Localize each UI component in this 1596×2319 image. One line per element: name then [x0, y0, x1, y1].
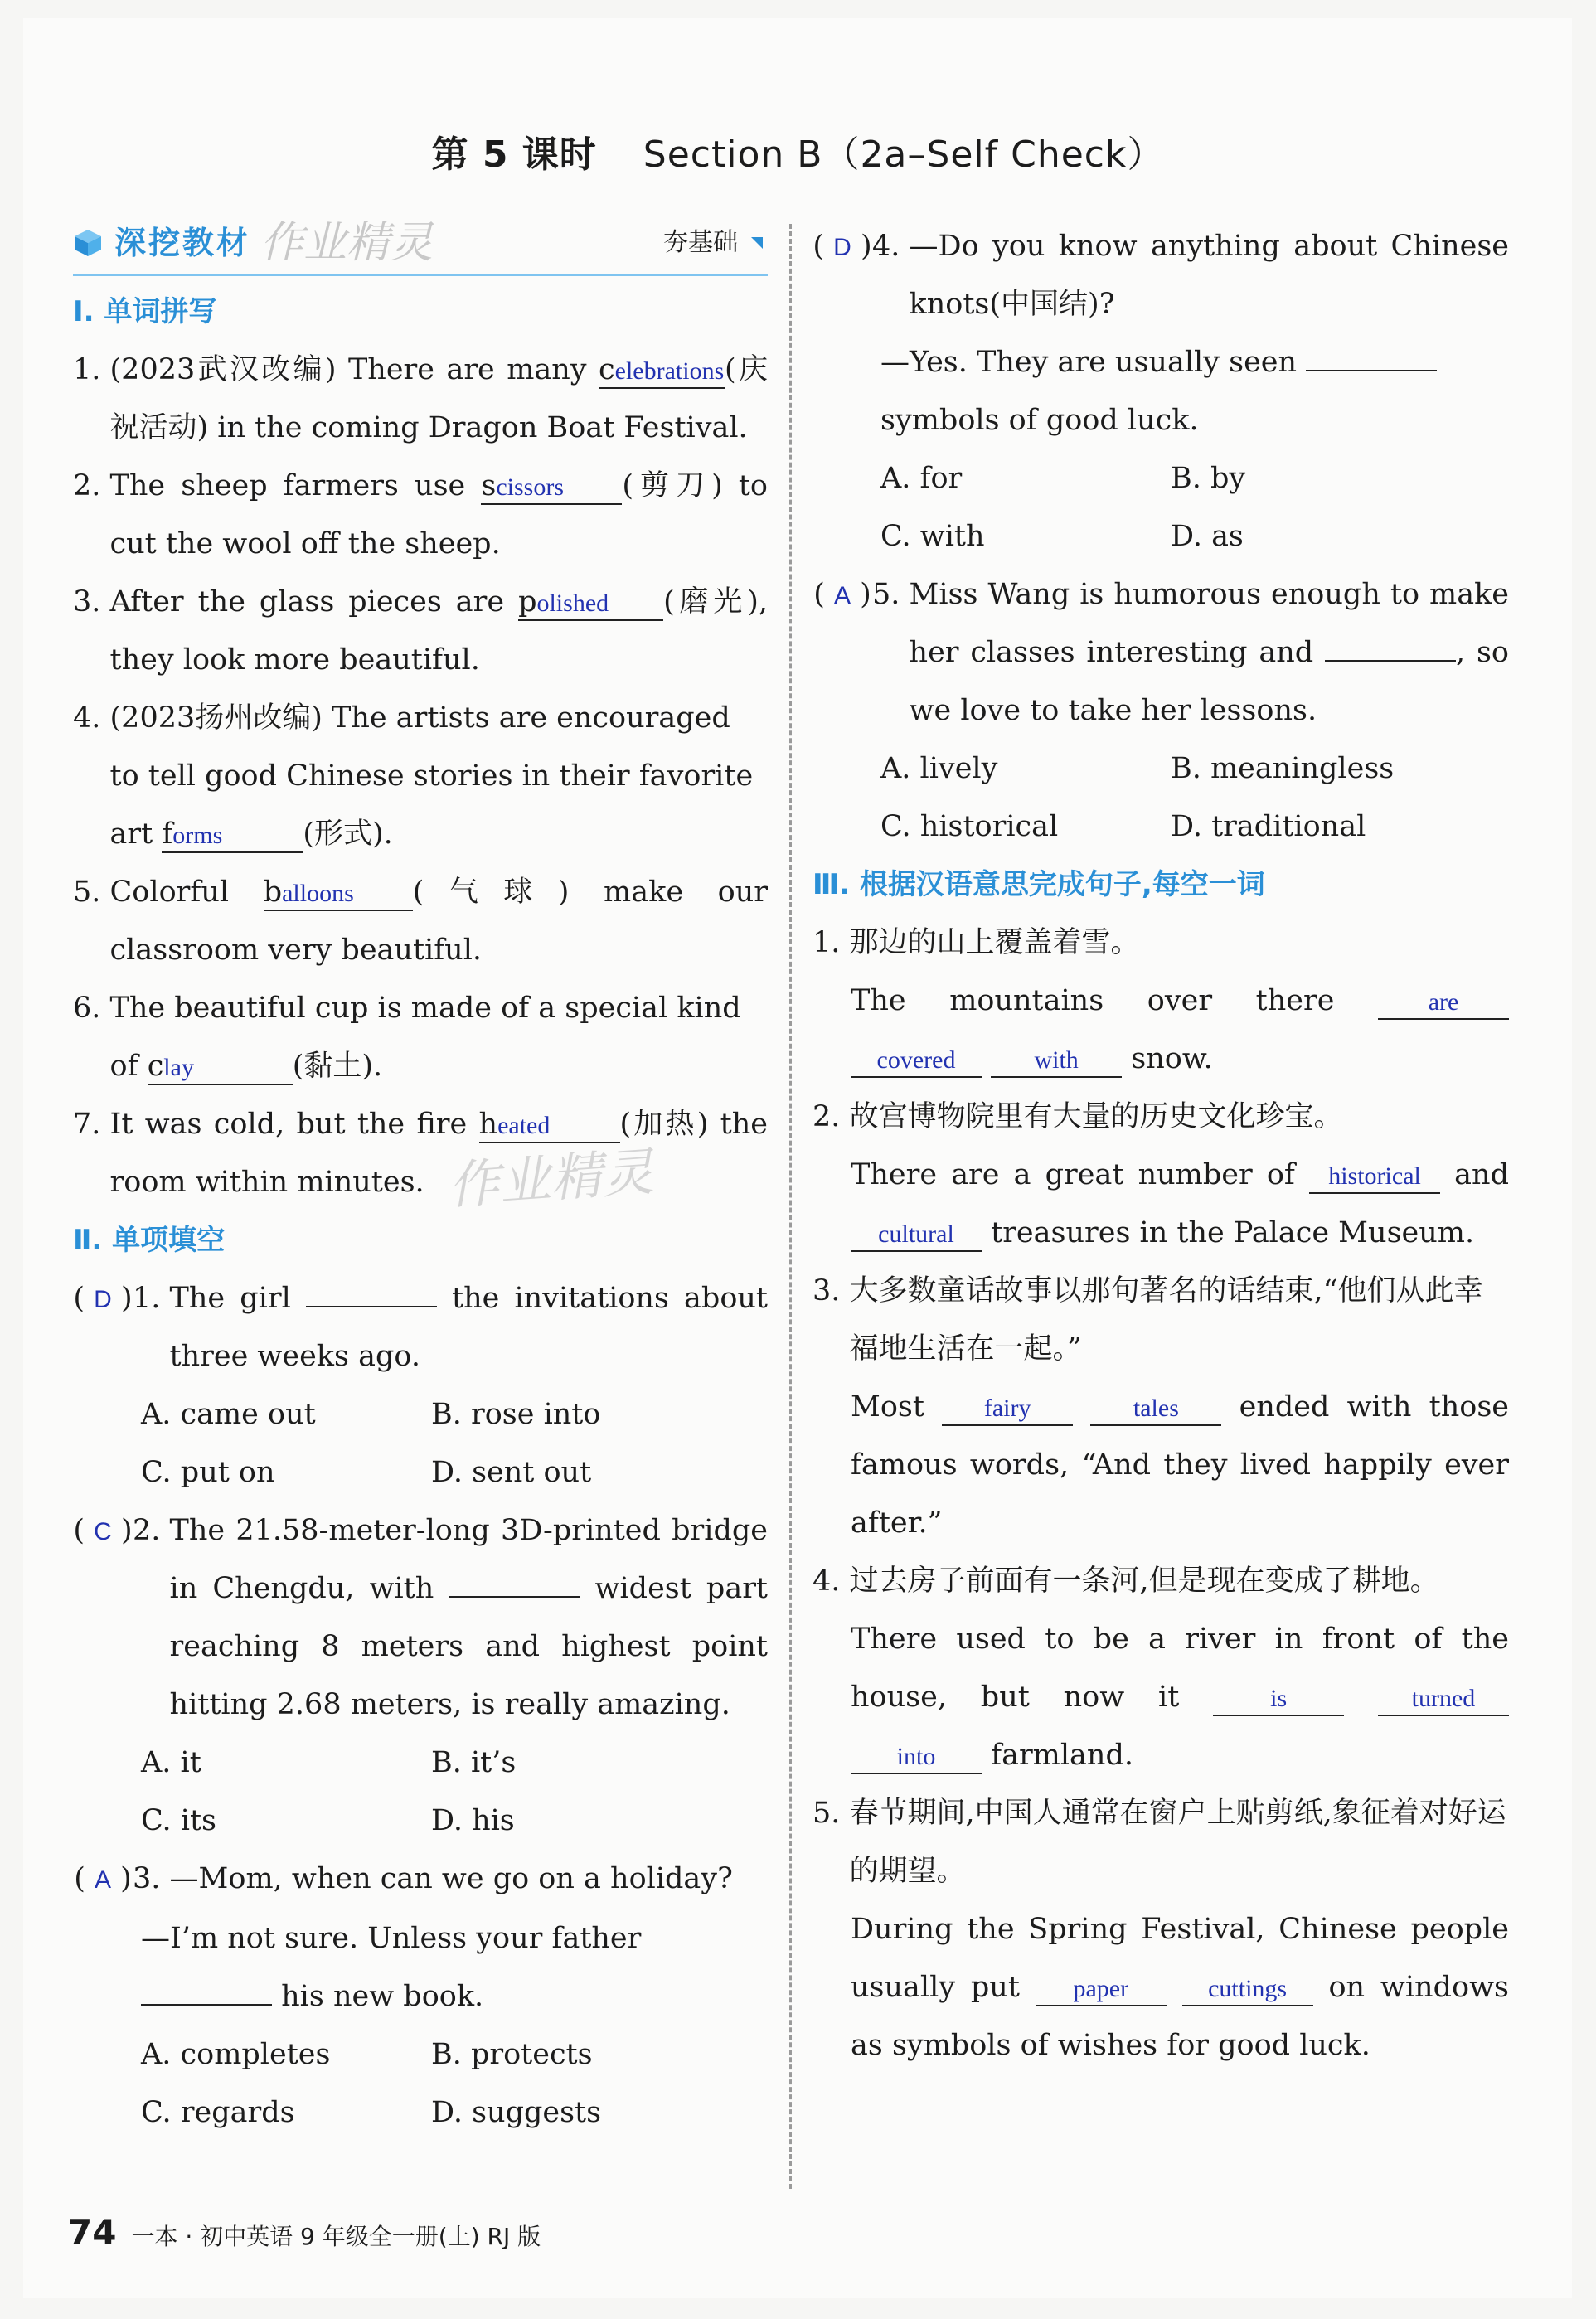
option-d[interactable]: D. traditional: [1171, 810, 1366, 843]
options: [73, 2025, 768, 2142]
option-a[interactable]: A. it: [141, 1746, 201, 1779]
option-b[interactable]: B. by: [1171, 462, 1246, 495]
answer-text: historical: [1328, 1162, 1421, 1190]
question-number: 5.: [73, 876, 110, 909]
option-c[interactable]: C. regards: [141, 2096, 295, 2129]
answer-blank[interactable]: [942, 1391, 1073, 1426]
given-letter: h: [478, 1108, 498, 1141]
banner-title: 深挖教材: [114, 225, 251, 261]
option-b[interactable]: B. protects: [431, 2038, 593, 2071]
triangle-icon: [751, 237, 763, 249]
translation-question-3: [813, 1262, 1509, 1378]
answer-blank[interactable]: [1378, 1681, 1509, 1716]
answer-text: paper: [1073, 1975, 1129, 2002]
spelling-question-6: [73, 979, 768, 1095]
column-divider: [789, 224, 792, 2189]
question-text: his new book.: [272, 1980, 484, 2013]
question-text: widest part reaching 8 meters and highest point hitting 2.68 meters, is really amazing.: [169, 1572, 768, 1721]
option-c[interactable]: C. its: [141, 1804, 217, 1837]
question-text: During the Spring Festival, Chinese people usually put: [851, 1913, 1509, 2004]
page-number: 74: [68, 2212, 117, 2253]
question-number: 7.: [73, 1108, 110, 1141]
option-a[interactable]: A. came out: [141, 1398, 316, 1431]
question-text: (形式).: [303, 817, 393, 851]
question-text: , so we love to take her lessons.: [909, 636, 1509, 727]
option-c[interactable]: C. put on: [141, 1456, 275, 1489]
banner-tag: 夯基础: [663, 228, 738, 257]
english-sentence: [813, 972, 1509, 1088]
answer-text: orms: [172, 822, 223, 849]
watermark: 作业精灵: [446, 1141, 656, 1216]
choice-answer: D: [94, 1286, 112, 1313]
answer-blank[interactable]: [518, 586, 663, 621]
question-number: 4.: [73, 701, 110, 735]
question-text: —Mom, when can we go on a holiday?: [169, 1862, 733, 1895]
question-number: 3.: [73, 585, 110, 619]
section-heading: Ⅰ. 单词拼写: [73, 295, 217, 328]
book-title: 一本 · 初中英语 9 年级全一册(上) RJ 版: [131, 2223, 541, 2250]
question-text: (加热) the room within minutes.: [109, 1108, 768, 1199]
answer-text: elebrations: [614, 357, 725, 385]
question-text: The 21.58-meter-long 3D-printed bridge in Chengdu, with: [169, 1514, 768, 1605]
answer-blank[interactable]: [141, 2004, 272, 2006]
question-text: on windows as symbols of wishes for good luck.: [851, 1971, 1509, 2062]
answer-blank[interactable]: [1036, 1972, 1167, 2006]
question-number: 1.: [813, 926, 850, 959]
question-text: Miss Wang is humorous enough to make her classes interesting and: [909, 578, 1509, 669]
option-d[interactable]: D. his: [431, 1804, 515, 1837]
question-number: 2.: [813, 1100, 850, 1133]
question-text: snow.: [1122, 1042, 1213, 1075]
answer-blank[interactable]: [851, 1739, 982, 1774]
answer-text: are: [1428, 988, 1459, 1016]
question-text: The girl: [169, 1282, 306, 1315]
option-a[interactable]: A. for: [880, 462, 963, 495]
answer-text: eated: [497, 1112, 551, 1139]
given-letter: b: [263, 876, 283, 909]
spelling-question-7: [73, 1095, 768, 1211]
option-b[interactable]: B. rose into: [431, 1398, 601, 1431]
question-number: 4.: [813, 1565, 850, 1598]
given-letter: c: [147, 1050, 164, 1083]
section-heading: Ⅲ. 根据汉语意思完成句子,每空一词: [813, 868, 1265, 901]
question-text: —Yes. They are usually seen: [880, 346, 1307, 379]
chinese-prompt: 那边的山上覆盖着雪。: [849, 926, 1140, 959]
answer-text: lay: [163, 1054, 194, 1081]
question-number: 3.: [133, 1862, 170, 1895]
answer-blank[interactable]: [599, 354, 725, 389]
option-b[interactable]: B. it’s: [431, 1746, 517, 1779]
answer-blank[interactable]: [481, 470, 622, 505]
answer-text: tales: [1133, 1395, 1179, 1422]
dialogue-line: [73, 1909, 768, 2025]
spelling-question-5: [73, 863, 768, 979]
choice-question-5: [813, 565, 1509, 740]
option-d[interactable]: D. as: [1171, 520, 1244, 553]
dialogue-line: [813, 333, 1509, 449]
answer-blank[interactable]: [148, 1050, 293, 1085]
choice-answer: D: [833, 234, 851, 261]
section-heading: Ⅱ. 单项填空: [73, 1224, 226, 1257]
answer-blank[interactable]: [449, 1596, 580, 1598]
answer-blank[interactable]: [162, 818, 303, 853]
spelling-question-2: [73, 457, 768, 573]
option-c[interactable]: C. historical: [880, 810, 1059, 843]
page-footer: [68, 2212, 541, 2253]
question-text: and: [1440, 1158, 1509, 1191]
question-text: Colorful: [109, 876, 264, 909]
question-number: 1.: [133, 1282, 170, 1315]
english-sentence: [813, 1378, 1509, 1552]
given-letter: c: [599, 353, 615, 386]
answer-bracket: ( D ): [73, 1282, 133, 1315]
question-number: 4.: [872, 230, 910, 263]
answer-text: cuttings: [1208, 1975, 1288, 2002]
question-text: —Do you know anything about Chinese knots(中国结)?: [909, 230, 1509, 321]
question-text: (庆祝活动) in the coming Dragon Boat Festival.: [109, 353, 769, 444]
question-text: Most: [851, 1390, 943, 1424]
watermark: 作业精灵: [260, 218, 434, 268]
option-d[interactable]: D. sent out: [431, 1456, 592, 1489]
question-number: 2.: [73, 469, 110, 502]
option-a[interactable]: A. lively: [880, 752, 998, 785]
answer-blank[interactable]: [1306, 370, 1437, 371]
right-column: [813, 217, 1509, 2074]
question-text: (剪刀) to cut the wool off the sheep.: [109, 469, 768, 560]
answer-text: turned: [1411, 1685, 1476, 1712]
translation-question-5: [813, 1784, 1509, 1900]
answer-blank[interactable]: [264, 876, 413, 911]
answer-blank[interactable]: [1378, 985, 1509, 1020]
english-sentence: [813, 1900, 1509, 2074]
question-text: treasures in the Palace Museum.: [982, 1216, 1475, 1249]
answer-text: alloons: [282, 880, 354, 907]
answer-text: into: [896, 1743, 936, 1770]
given-letter: s: [481, 469, 497, 502]
answer-bracket: ( A ): [813, 578, 871, 611]
question-text: There are a great number of: [851, 1158, 1310, 1191]
answer-text: cissors: [496, 473, 565, 501]
question-text: The beautiful cup is made of a special kind of: [109, 992, 741, 1083]
answer-blank[interactable]: [1213, 1681, 1344, 1716]
chinese-prompt: 故宫博物院里有大量的历史文化珍宝。: [849, 1100, 1343, 1133]
question-number: 1.: [73, 353, 110, 386]
answer-text: is: [1270, 1685, 1288, 1712]
question-text: symbols of good luck.: [880, 404, 1199, 437]
answer-bracket: ( D ): [813, 230, 872, 263]
answer-text: cultural: [878, 1220, 954, 1248]
lesson-number: 第 5 课时: [431, 133, 597, 176]
options: [813, 740, 1509, 856]
question-number: 2.: [133, 1514, 170, 1547]
question-number: 5.: [872, 578, 910, 611]
chinese-prompt: 大多数童话故事以那句著名的话结束,“他们从此幸福地生活在一起。”: [849, 1274, 1483, 1366]
english-sentence: [813, 1146, 1509, 1262]
spelling-question-3: [73, 573, 768, 689]
question-text: the invitations about three weeks ago.: [169, 1282, 769, 1373]
question-text: —I’m not sure. Unless your father: [141, 1922, 642, 1955]
translation-question-2: [813, 1088, 1509, 1146]
option-d[interactable]: D. suggests: [431, 2096, 602, 2129]
question-number: 3.: [813, 1274, 850, 1307]
spelling-question-4: [73, 689, 768, 863]
choice-question-4: [813, 217, 1509, 333]
answer-bracket: ( C ): [73, 1514, 133, 1547]
section-title: Section B（2a–Self Check）: [643, 133, 1165, 176]
section-banner: [73, 211, 768, 276]
chinese-prompt: 春节期间,中国人通常在窗户上贴剪纸,象征着对好运的期望。: [849, 1797, 1506, 1888]
cube-icon: [73, 228, 103, 258]
choice-answer: A: [94, 1866, 111, 1894]
question-text: There used to be a river in front of the house, but now it: [851, 1623, 1509, 1714]
question-text: (2023扬州改编) The artists are encouraged to tell good Chinese stories in their favorite art: [109, 701, 754, 851]
answer-blank[interactable]: [306, 1306, 437, 1307]
translation-question-4: [813, 1552, 1509, 1610]
choice-question-2: [73, 1502, 768, 1734]
answer-blank[interactable]: [1182, 1972, 1313, 2006]
answer-blank[interactable]: [1090, 1391, 1221, 1426]
question-text: The sheep farmers use: [109, 469, 482, 502]
answer-blank[interactable]: [851, 1217, 982, 1252]
question-text: It was cold, but the fire: [109, 1108, 479, 1141]
answer-blank[interactable]: [991, 1043, 1122, 1078]
page-title: [0, 124, 1596, 177]
spelling-question-1: [73, 341, 768, 457]
english-sentence: [813, 1610, 1509, 1784]
given-letter: f: [162, 817, 173, 851]
choice-question-3: [73, 1850, 768, 1909]
question-text: (磨光), they look more beautiful.: [109, 585, 768, 677]
options: [73, 1385, 768, 1502]
choice-question-1: [73, 1269, 768, 1385]
option-c[interactable]: C. with: [880, 520, 985, 553]
choice-answer: A: [833, 582, 851, 609]
answer-blank[interactable]: [1325, 660, 1456, 662]
question-text: The mountains over there: [851, 984, 1378, 1017]
answer-text: olished: [536, 589, 609, 617]
question-text: farmland.: [982, 1739, 1133, 1772]
given-letter: p: [518, 585, 537, 619]
answer-text: covered: [876, 1046, 956, 1074]
choice-answer: C: [94, 1518, 112, 1545]
question-text: After the glass pieces are: [109, 585, 519, 619]
answer-blank[interactable]: [851, 1043, 982, 1078]
option-a[interactable]: A. completes: [141, 2038, 331, 2071]
options: [813, 449, 1509, 565]
question-text: (2023武汉改编) There are many: [109, 353, 599, 386]
translation-question-1: [813, 914, 1509, 972]
question-number: 5.: [813, 1797, 850, 1830]
left-column: [73, 211, 768, 2142]
option-b[interactable]: B. meaningless: [1171, 752, 1395, 785]
question-number: 6.: [73, 992, 110, 1025]
chinese-prompt: 过去房子前面有一条河,但是现在变成了耕地。: [849, 1565, 1439, 1598]
answer-text: fairy: [983, 1395, 1031, 1422]
question-text: (黏土).: [292, 1050, 383, 1083]
question-text: (气球) make our classroom very beautiful.: [109, 876, 768, 967]
answer-bracket: ( A ): [74, 1862, 132, 1895]
question-text: ended with those famous words, “And they lived happily ever after.”: [851, 1390, 1509, 1540]
answer-blank[interactable]: [1309, 1159, 1440, 1194]
answer-text: with: [1034, 1046, 1079, 1074]
options: [73, 1734, 768, 1850]
